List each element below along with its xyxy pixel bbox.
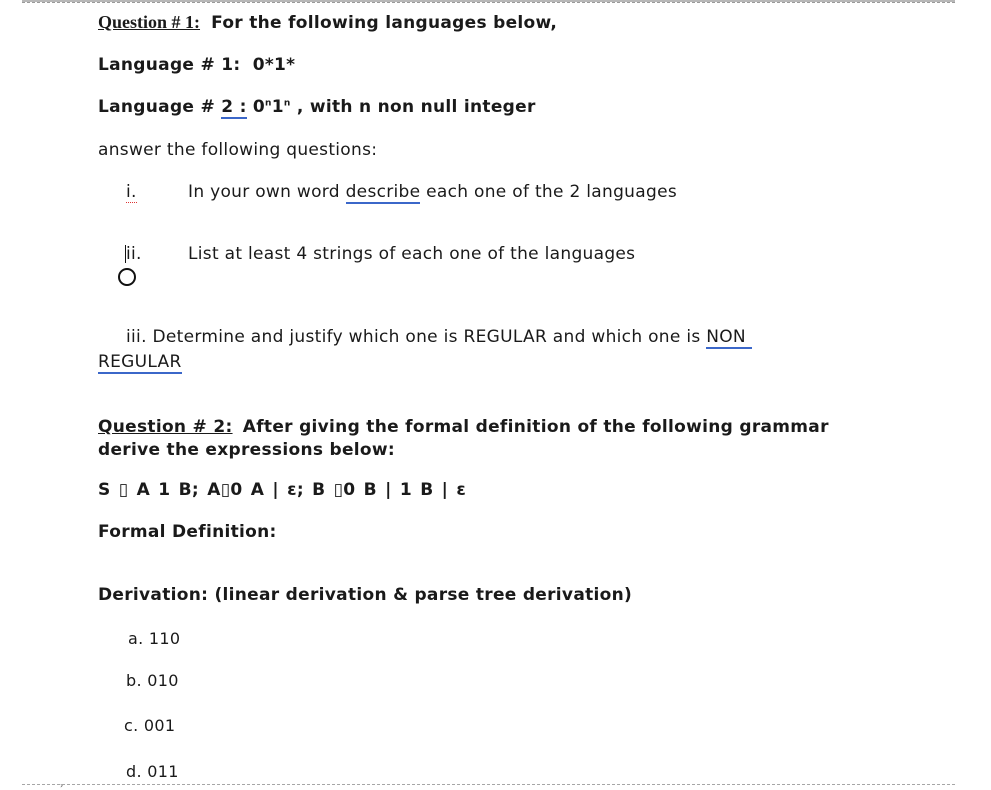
item-iii-line1: iii. Determine and justify which one is REGULAR and which one is NON bbox=[126, 327, 752, 347]
question-2-label: Question # 2: bbox=[98, 417, 233, 437]
answer-prompt: answer the following questions: bbox=[98, 140, 378, 160]
expression-c: c. 001 bbox=[124, 716, 176, 735]
circle-marker-icon bbox=[118, 268, 136, 286]
question-1-heading bbox=[98, 12, 557, 33]
question-1-intro: For the following languages below, bbox=[211, 13, 558, 33]
expression-b: b. 010 bbox=[126, 671, 179, 690]
language-2-expression: 0$^n$1$^n$ bbox=[252, 97, 291, 117]
question-1-label: Question # 1: bbox=[98, 12, 201, 32]
language-2-number: 2 : bbox=[221, 97, 247, 117]
language-2-label: Language # bbox=[98, 97, 216, 117]
item-ii-number: ii. bbox=[126, 244, 142, 264]
page-top-border bbox=[22, 2, 955, 3]
describe-word: describe bbox=[345, 182, 421, 202]
margin-caret-icon: › bbox=[60, 781, 64, 790]
question-2-intro-line2: derive the expressions below: bbox=[98, 440, 395, 460]
language-1-label: Language # 1: bbox=[98, 55, 241, 75]
item-iii-line2: REGULAR bbox=[98, 352, 182, 372]
grammar-rules: S ▯ A 1 B; A▯0 A | ε; B ▯0 B | 1 B | ε bbox=[98, 480, 467, 500]
language-2-tail: , with n non null integer bbox=[296, 97, 536, 117]
non-word: NON bbox=[706, 327, 746, 347]
expression-d: d. 011 bbox=[126, 762, 179, 781]
derivation-label: Derivation: (linear derivation & parse tree derivation) bbox=[98, 585, 633, 605]
language-1-value: 0*1* bbox=[252, 55, 296, 75]
formal-definition-label: Formal Definition: bbox=[98, 522, 277, 542]
item-ii-text: List at least 4 strings of each one of the languages bbox=[188, 244, 636, 264]
language-2-line bbox=[98, 97, 536, 117]
item-iii-number: iii. bbox=[126, 327, 147, 347]
question-2-intro: After giving the formal definition of the following grammar bbox=[242, 417, 829, 437]
question-2-heading bbox=[98, 417, 829, 437]
item-i-text: In your own word describe each one of the 2 languages bbox=[188, 182, 677, 202]
expression-a: a. 110 bbox=[128, 629, 181, 648]
item-i-number: i. bbox=[126, 182, 137, 202]
page-bottom-border bbox=[22, 784, 955, 785]
language-1-line bbox=[98, 55, 295, 75]
